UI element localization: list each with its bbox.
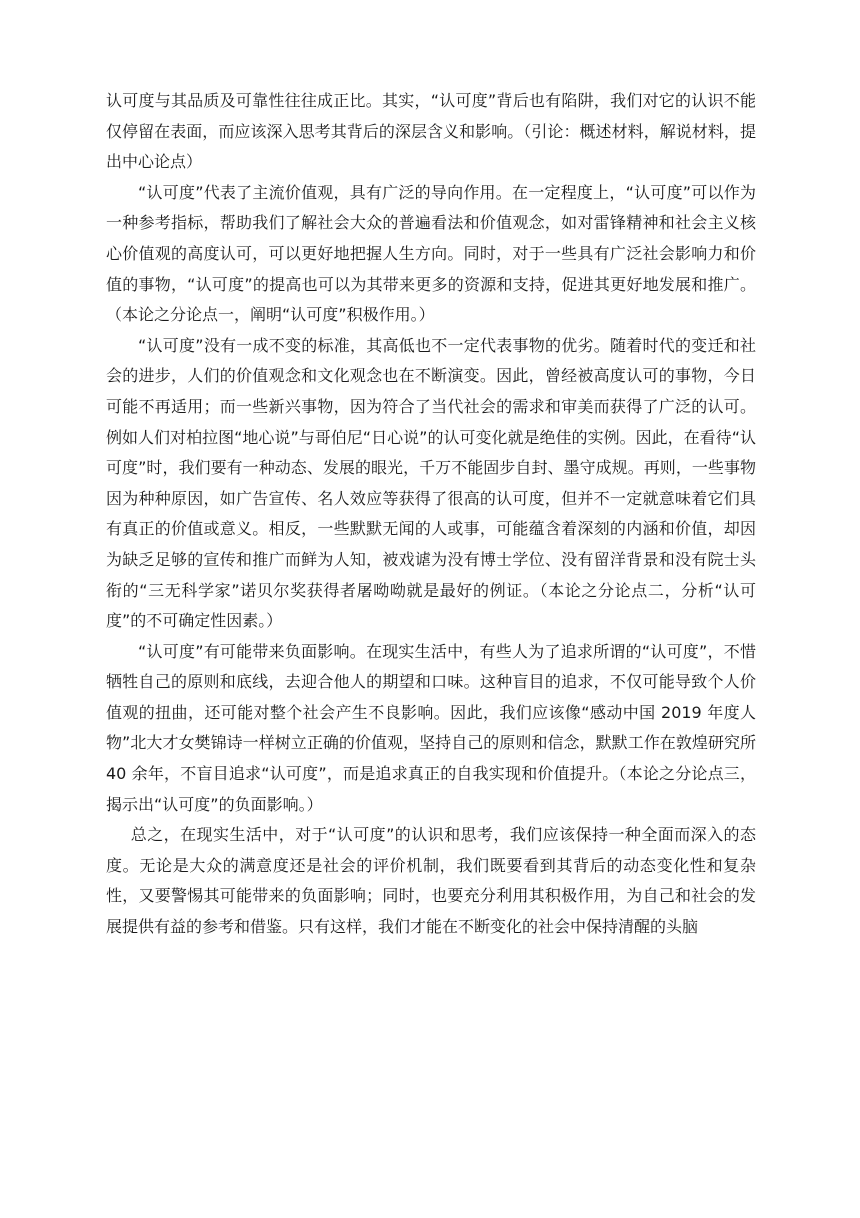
- paragraph-sub-argument-three: “认可度”有可能带来负面影响。在现实生活中，有些人为了追求所谓的“认可度”，不惜牺牲自己的原则和底线，去迎合他人的期望和口味。这种盲目的追求，不仅可能导致个人价值观的扭曲，还可能对整个社会产生不良影响。因此，我们应该像“感动中国 2019 年度人物”北大才女樊锦诗一样树立正确的价值观，坚持自己的原则和信念，默默工作在敦煌研究所 40 余年，不盲目追求“认可度”，而是追求真正的自我实现和价值提升。（本论之分论点三，揭示出“认可度”的负面影响。）: [106, 641, 756, 814]
- essay-body: [106, 86, 756, 943]
- paragraph-sub-argument-two: “认可度”没有一成不变的标准，其高低也不一定代表事物的优劣。随着时代的变迁和社会的进步，人们的价值观念和文化观念也在不断演变。因此，曾经被高度认可的事物，今日可能不再适用；而一些新兴事物，因为符合了当代社会的需求和审美而获得了广泛的认可。例如人们对柏拉图“地心说”与哥伯尼“日心说”的认可变化就是绝佳的实例。因此，在看待“认可度”时，我们要有一种动态、发展的眼光，千万不能固步自封、墨守成规。再则，一些事物因为种种原因，如广告宣传、名人效应等获得了很高的认可度，但并不一定就意味着它们具有真正的价值或意义。相反，一些默默无闻的人或事，可能蕴含着深刻的内涵和价值，却因为缺乏足够的宣传和推广而鲜为人知，被戏谑为没有博士学位、没有留洋背景和没有院士头衔的“三无科学家”诺贝尔奖获得者屠呦呦就是最好的例证。（本论之分论点二，分析“认可度”的不可确定性因素。）: [106, 335, 756, 631]
- paragraph-intro-continuation: 认可度与其品质及可靠性往往成正比。其实，“认可度”背后也有陷阱，我们对它的认识不能仅停留在表面，而应该深入思考其背后的深层含义和影响。（引论：概述材料，解说材料，提出中心论点）: [106, 91, 756, 172]
- paragraph-conclusion: 总之，在现实生活中，对于“认可度”的认识和思考，我们应该保持一种全面而深入的态度。无论是大众的满意度还是社会的评价机制，我们既要看到其背后的动态变化性和复杂性，又要警惕其可能带来的负面影响；同时，也要充分利用其积极作用，为自己和社会的发展提供有益的参考和借鉴。只有这样，我们才能在不断变化的社会中保持清醒的头脑: [106, 825, 756, 937]
- paragraph-sub-argument-one: “认可度”代表了主流价值观，具有广泛的导向作用。在一定程度上，“认可度”可以作为一种参考指标，帮助我们了解社会大众的普遍看法和价值观念，如对雷锋精神和社会主义核心价值观的高度认可，可以更好地把握人生方向。同时，对于一些具有广泛社会影响力和价值的事物，“认可度”的提高也可以为其带来更多的资源和支持，促进其更好地发展和推广。（本论之分论点一，阐明“认可度”积极作用。）: [106, 182, 756, 325]
